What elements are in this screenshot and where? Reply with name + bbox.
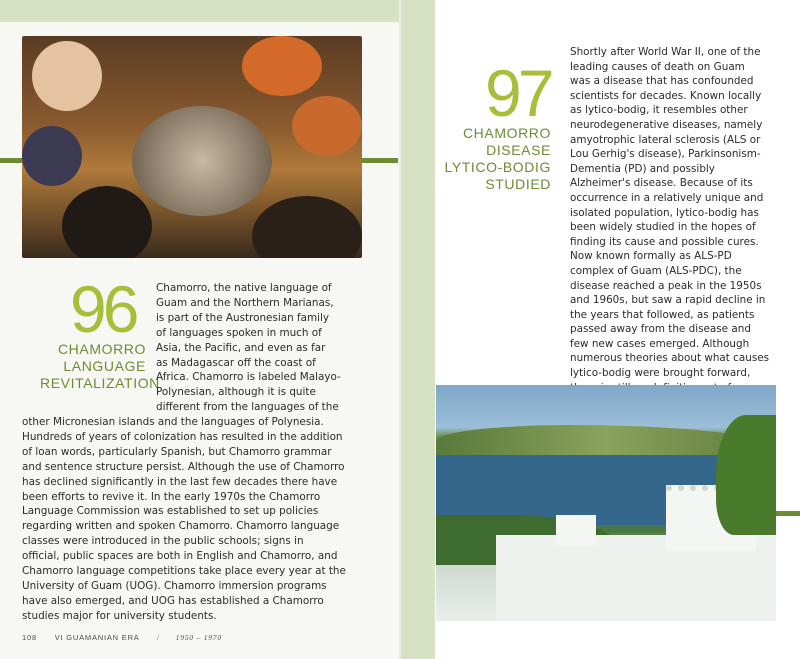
page-footer	[22, 633, 222, 642]
body-line: Chamorro language competitions take place every year at the	[22, 565, 346, 578]
body-line: other Micronesian islands and the languages of Polynesia.	[22, 416, 324, 428]
body-line: disease reached a peak in the 1950s	[570, 279, 762, 292]
body-line: Dementia (PD) and possibly	[570, 162, 715, 175]
body-line: regarding written and spoken Chamorro. Chamorro language	[22, 520, 340, 533]
body-line: Asia, the Pacific, and even as far	[156, 341, 326, 354]
section-97-title-line: LYTICO-BODIG	[444, 159, 551, 175]
body-line: of loan words, particularly Spanish, but Chamorro grammar	[22, 445, 332, 458]
body-line: finding its cause and possible cures.	[570, 235, 759, 248]
body-line: as Madagascar off the coast of	[156, 356, 316, 369]
body-line: classes were introduced in the public schools; signs in	[22, 535, 304, 548]
body-line: is part of the Austronesian family	[156, 311, 330, 324]
body-line: has declined significantly in the last few decades there have	[22, 475, 338, 488]
body-line: passed away from the disease and	[570, 323, 751, 336]
right-accent-bar-top	[362, 158, 398, 163]
left-top-band	[0, 0, 400, 22]
chapter-years: 1950 – 1970	[175, 633, 222, 642]
page-number: 108	[22, 633, 37, 642]
body-line: have also emerged, and UOG has established a Chamorro	[22, 594, 324, 607]
body-line: official, public spaces are both in English and Chamorro, and	[22, 550, 338, 563]
page-gutter	[399, 0, 401, 659]
footer-separator: /	[156, 633, 160, 642]
cemetery-photo	[436, 385, 776, 621]
tomb-shape	[556, 515, 596, 545]
section-97-title-line: DISEASE	[486, 142, 551, 158]
section-97-title	[440, 125, 551, 193]
left-accent-bar	[0, 158, 22, 163]
section-97-title-line: STUDIED	[485, 176, 551, 192]
body-line: been efforts to revive it. In the early 1970s the Chamorro	[22, 490, 321, 503]
section-96-title	[40, 341, 160, 392]
body-line: studies major for university students.	[22, 609, 217, 622]
body-line: Language Commission was established to set up policies	[22, 505, 319, 518]
body-line: as lytico-bodig, it resembles other	[570, 104, 748, 117]
body-line: been widely studied in the hopes of	[570, 221, 756, 234]
body-line: Shortly after World War II, one of the	[570, 46, 761, 58]
body-line: Hundreds of years of colonization has resulted in the addition	[22, 430, 343, 443]
body-line: isolated population, lytico-bodig has	[570, 206, 759, 219]
section-96-body	[156, 281, 341, 415]
body-line: was a disease that has confounded	[570, 75, 754, 88]
section-96-title-line: LANGUAGE	[63, 358, 146, 374]
body-line: and sentence structure persist. Although the use of Chamorro	[22, 460, 345, 473]
section-96-number: 96	[70, 272, 136, 346]
body-line: Chamorro, the native language of	[156, 282, 332, 294]
body-line: complex of Guam (ALS-PDC), the	[570, 264, 742, 277]
right-accent-bar-bottom	[776, 511, 800, 516]
body-line: occurrence in a relatively unique and	[570, 191, 764, 204]
body-line: Now known formally as ALS-PD	[570, 250, 732, 263]
palm-shape	[716, 415, 776, 535]
body-line: different from the languages of the	[156, 401, 339, 414]
body-line: Lou Gerhig's disease), Parkinsonism-	[570, 148, 761, 161]
body-line: Alzheimer's disease. Because of its	[570, 177, 753, 190]
body-line: neurodegenerative diseases, namely	[570, 118, 763, 131]
body-line: University of Guam (UOG). Chamorro immersion programs	[22, 579, 327, 592]
body-line: Polynesian, although it is quite	[156, 386, 316, 399]
body-line: numerous theories about what causes	[570, 352, 770, 365]
section-96-body-wide	[22, 415, 346, 624]
body-line: Africa. Chamorro is labeled Malayo-	[156, 371, 341, 384]
section-96-title-line: CHAMORRO	[57, 341, 146, 357]
body-line: few new cases emerged. Although	[570, 337, 750, 350]
body-line: leading causes of death on Guam	[570, 60, 745, 73]
section-97-number: 97	[485, 56, 551, 130]
body-line: the years that followed, as patients	[570, 308, 755, 321]
body-line: scientists for decades. Known locally	[570, 89, 762, 102]
body-line: of languages spoken in much of	[156, 326, 322, 339]
section-96-title-line: REVITALIZATION	[40, 375, 160, 391]
chapter-name: VI GUAMANIAN ERA	[54, 633, 140, 642]
body-line: Guam and the Northern Marianas,	[156, 296, 334, 309]
body-line: and 1960s, but saw a rapid decline in	[570, 294, 766, 307]
body-line: amyotrophic lateral sclerosis (ALS or	[570, 133, 761, 146]
body-line: lytico-bodig were brought forward,	[570, 367, 751, 380]
section-97-title-line: CHAMORRO	[462, 125, 551, 141]
hands-photo	[22, 36, 362, 258]
section-97-body	[570, 45, 770, 410]
